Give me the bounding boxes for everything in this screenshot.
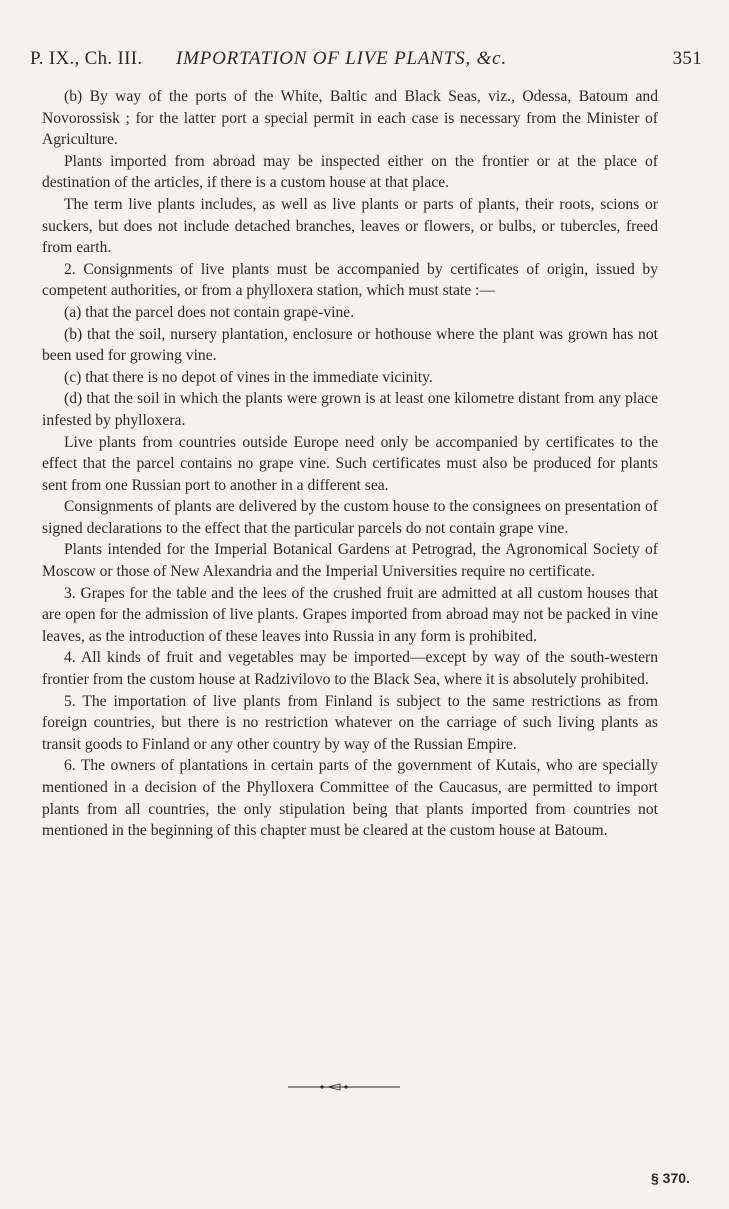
ornamental-rule [288, 1081, 400, 1093]
paragraph: Plants imported from abroad may be inspected either on the frontier or at the place of destination of the articles, if there is a custom house at that place. [42, 152, 658, 192]
paragraph: 2. Consignments of live plants must be accompanied by certificates of origin, issued by competent authorities, or from a phylloxera station, which must state :— [42, 260, 658, 300]
paragraph: 6. The owners of plantations in certain parts of the government of Kutais, who are specially mentioned in a decision of the Phylloxera Committee of the Caucasus, are permitted to import plants from all countries, the only stipulation being that plants imported from countries not mentioned in the beginning of this chapter must be cleared at the custom house at Batoum. [42, 757, 658, 840]
page-title: IMPORTATION OF LIVE PLANTS, &c. [176, 48, 507, 69]
paragraph: Consignments of plants are delivered by the custom house to the consignees on presentation of signed declarations to the effect that the particular parcels do not contain grape vine. [42, 498, 658, 537]
paragraph: The term live plants includes, as well as live plants or parts of plants, their roots, scions or suckers, but does not include detached branches, leaves or flowers, or bulbs, or tubercles, freed from earth. [42, 195, 658, 257]
running-header [30, 48, 702, 74]
paragraph: (b) By way of the ports of the White, Baltic and Black Seas, viz., Odessa, Batoum and Novorossisk ; for the latter port a special permit in each case is necessary from the Minister of Agriculture. [42, 88, 658, 149]
paragraph: 4. All kinds of fruit and vegetables may be imported—except by way of the south-western frontier from the custom house at Radzivilovo to the Black Sea, where it is absolutely prohibited. [42, 649, 658, 689]
paragraph: (a) that the parcel does not contain grape-vine. [64, 303, 355, 321]
paragraph: 3. Grapes for the table and the lees of the crushed fruit are admitted at all custom houses that are open for the admission of live plants. Grapes imported from abroad may not be packed in vine leaves, as the introduction of these leaves into Russia in any form is prohibited. [42, 584, 658, 645]
paragraph: (c) that there is no depot of vines in the immediate vicinity. [64, 368, 433, 386]
section-mark: § 370. [651, 1170, 690, 1186]
paragraph: Live plants from countries outside Europe need only be accompanied by certificates to the effect that the parcel contains no grape vine. Such certificates must also be produced for plants sent from one Russian port to another in a different sea. [42, 433, 658, 494]
paragraph: (b) that the soil, nursery plantation, enclosure or hothouse where the plant was grown has not been used for growing vine. [42, 325, 658, 365]
paragraph: Plants intended for the Imperial Botanical Gardens at Petrograd, the Agronomical Society of Moscow or those of New Alexandria and the Imperial Universities require no certificate. [42, 541, 658, 581]
body-text [42, 86, 658, 842]
paragraph: (d) that the soil in which the plants were grown is at least one kilometre distant from any place infested by phylloxera. [42, 390, 658, 429]
page-number: 351 [672, 48, 702, 69]
paragraph: 5. The importation of live plants from Finland is subject to the same restrictions as from foreign countries, but there is no restriction whatever on the carriage of such living plants as transit goods to Finland or any other country by way of the Russian Empire. [42, 692, 658, 753]
chapter-reference: P. IX., Ch. III. [30, 48, 143, 69]
